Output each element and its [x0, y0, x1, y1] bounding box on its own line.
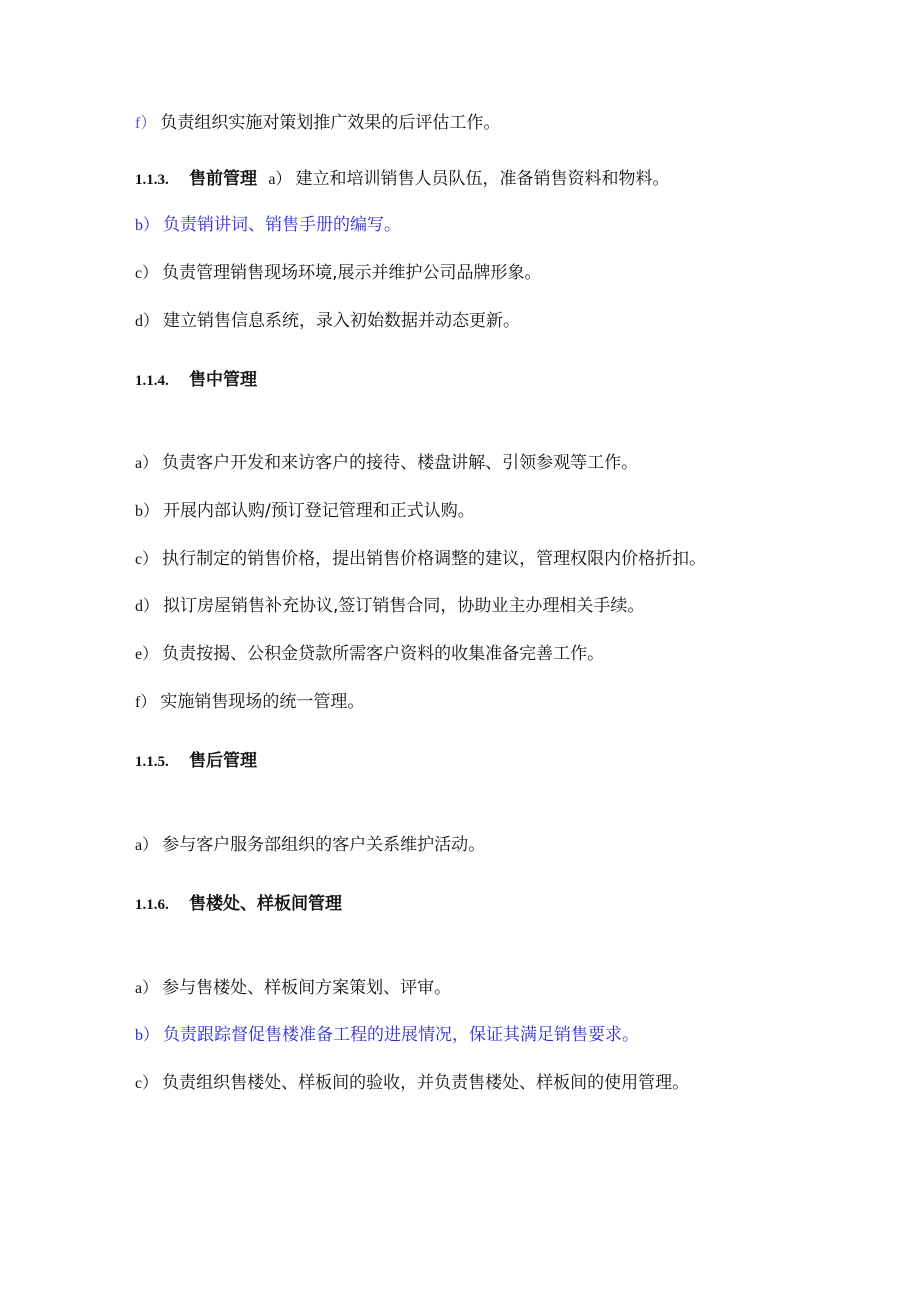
section-heading-1-1-6: [135, 892, 342, 917]
list-item-text: 负责客户开发和来访客户的接待、楼盘讲解、引领参观等工作。: [162, 453, 639, 473]
list-item-text: 拟订房屋销售补充协议,签订销售合同，协助业主办理相关手续。: [163, 596, 645, 616]
list-item: [135, 499, 475, 524]
list-item: [135, 261, 542, 286]
list-item: [135, 213, 401, 238]
section-number: 1.1.6.: [135, 897, 169, 913]
list-marker: f）: [135, 694, 157, 711]
list-item-text: 负责销讲词、销售手册的编写。: [163, 215, 402, 235]
list-item-text: 负责组织实施对策划推广效果的后评估工作。: [160, 113, 501, 133]
list-item-text: 执行制定的销售价格，提出销售价格调整的建议，管理权限内价格折扣。: [162, 549, 707, 569]
list-item-text: 建立和培训销售人员队伍，准备销售资料和物料。: [295, 169, 670, 189]
section-heading-1-1-5: [135, 749, 257, 774]
section-number: 1.1.3.: [135, 172, 169, 188]
list-item: [135, 547, 706, 572]
list-item-text: 开展内部认购/预订登记管理和正式认购。: [163, 501, 475, 521]
list-marker: a）: [135, 837, 159, 854]
list-marker: c）: [135, 1075, 159, 1092]
list-item-text: 参与客户服务部组织的客户关系维护活动。: [162, 835, 486, 855]
list-item: [135, 1071, 689, 1096]
section-number: 1.1.4.: [135, 373, 169, 389]
list-item: [135, 1023, 639, 1048]
list-marker: c）: [135, 551, 159, 568]
section-heading-1-1-4: [135, 368, 257, 393]
list-item: [135, 690, 364, 715]
list-item: [135, 976, 451, 1001]
section-heading-1-1-3: [135, 167, 670, 192]
list-marker: d）: [135, 313, 160, 330]
list-marker: e）: [135, 646, 159, 663]
list-item: [135, 594, 644, 619]
list-marker: a）: [135, 455, 159, 472]
list-marker: a）: [268, 171, 292, 188]
list-item-text: 负责管理销售现场环境,展示并维护公司品牌形象。: [162, 263, 542, 283]
section-number: 1.1.5.: [135, 754, 169, 770]
list-item: [135, 451, 638, 476]
list-item-text: 负责按揭、公积金贷款所需客户资料的收集准备完善工作。: [162, 644, 605, 664]
section-title: 售楼处、样板间管理: [189, 894, 342, 914]
section-title: 售后管理: [189, 751, 257, 771]
list-marker: b）: [135, 503, 160, 520]
list-item-text: 负责跟踪督促售楼准备工程的进展情况，保证其满足销售要求。: [163, 1025, 640, 1045]
list-marker: a）: [135, 980, 159, 997]
list-item: [135, 309, 520, 334]
list-marker: d）: [135, 598, 160, 615]
list-item-text: 负责组织售楼处、样板间的验收，并负责售楼处、样板间的使用管理。: [162, 1073, 690, 1093]
list-item: [135, 642, 604, 667]
section-title: 售中管理: [189, 370, 257, 390]
list-item: [135, 833, 485, 858]
list-marker: f）: [135, 115, 157, 132]
list-item-text: 参与售楼处、样板间方案策划、评审。: [162, 978, 452, 998]
list-item-text: 实施销售现场的统一管理。: [160, 692, 365, 712]
section-title: 售前管理: [189, 169, 257, 189]
list-marker: c）: [135, 265, 159, 282]
list-item-text: 建立销售信息系统，录入初始数据并动态更新。: [163, 311, 521, 331]
list-item: [135, 111, 500, 136]
list-marker: b）: [135, 217, 160, 234]
list-marker: b）: [135, 1027, 160, 1044]
